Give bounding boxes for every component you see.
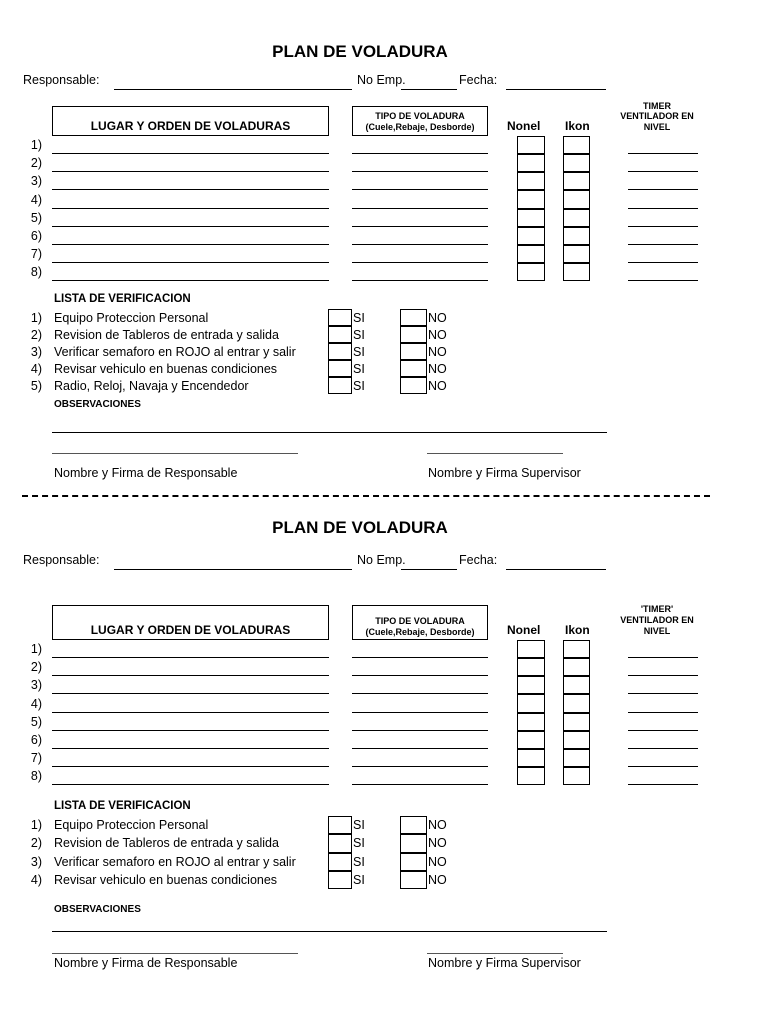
no-label: NO: [428, 818, 447, 832]
tipo-field[interactable]: [352, 657, 488, 658]
lugar-field[interactable]: [52, 189, 329, 190]
ikon-header: Ikon: [565, 623, 590, 637]
no-checkbox[interactable]: [400, 871, 427, 889]
checklist-item-text: Radio, Reloj, Navaja y Encendedor: [54, 379, 249, 393]
no-checkbox[interactable]: [400, 309, 427, 326]
checklist-title: LISTA DE VERIFICACION: [54, 293, 191, 305]
checklist-title: LISTA DE VERIFICACION: [54, 800, 191, 812]
no-checkbox[interactable]: [400, 853, 427, 871]
timer-field[interactable]: [628, 280, 698, 281]
timer-field[interactable]: [628, 693, 698, 694]
timer-header-line1: TIMER: [643, 101, 671, 111]
si-checkbox[interactable]: [328, 309, 352, 326]
fecha-label: Fecha:: [459, 553, 498, 567]
lugar-field[interactable]: [52, 675, 329, 676]
no-checkbox[interactable]: [400, 834, 427, 852]
ikon-checkbox[interactable]: [563, 245, 590, 263]
ikon-checkbox[interactable]: [563, 731, 590, 749]
lugar-field[interactable]: [52, 226, 329, 227]
checklist-number: 3): [30, 345, 42, 359]
si-checkbox[interactable]: [328, 343, 352, 360]
timer-field[interactable]: [628, 208, 698, 209]
tipo-field[interactable]: [352, 262, 488, 263]
no-checkbox[interactable]: [400, 377, 427, 394]
lugar-field[interactable]: [52, 280, 329, 281]
observaciones-label: OBSERVACIONES: [54, 904, 141, 915]
nonel-checkbox[interactable]: [517, 640, 545, 658]
no-label: NO: [428, 362, 447, 376]
timer-field[interactable]: [628, 226, 698, 227]
row-number: 6): [30, 733, 42, 747]
form-title: PLAN DE VOLADURA: [272, 42, 448, 61]
si-label: SI: [353, 362, 365, 376]
no-label: NO: [428, 328, 447, 342]
timer-header-line2: VENTILADOR EN: [620, 615, 694, 625]
checklist-number: 4): [30, 362, 42, 376]
responsable-field[interactable]: [114, 569, 352, 570]
no-label: NO: [428, 836, 447, 851]
row-number: 8): [30, 769, 42, 784]
ikon-checkbox[interactable]: [563, 767, 590, 785]
nonel-checkbox[interactable]: [517, 190, 545, 208]
blasting-plan-form-bottom: [0, 476, 768, 970]
lugar-field[interactable]: [52, 766, 329, 767]
timer-header-line3: NIVEL: [643, 626, 671, 636]
nonel-header: Nonel: [507, 623, 541, 637]
checklist-number: 1): [30, 818, 42, 832]
no-checkbox[interactable]: [400, 326, 427, 343]
row-number: 7): [30, 751, 42, 766]
ikon-header: Ikon: [565, 119, 590, 133]
lugar-field[interactable]: [52, 208, 329, 209]
si-label: SI: [353, 328, 365, 342]
responsable-label: Responsable:: [23, 73, 100, 87]
checklist-item-text: Verificar semaforo en ROJO al entrar y salir: [54, 854, 296, 869]
tipo-field[interactable]: [352, 712, 488, 713]
no-checkbox[interactable]: [400, 343, 427, 360]
si-checkbox[interactable]: [328, 360, 352, 377]
tipo-field[interactable]: [352, 280, 488, 281]
nonel-header: Nonel: [507, 119, 541, 133]
no-emp-label: No Emp.: [357, 73, 406, 87]
tipo-header-box: [352, 106, 488, 136]
row-number: 5): [30, 714, 42, 729]
tipo-field[interactable]: [352, 189, 488, 190]
checklist-item-text: Equipo Proteccion Personal: [54, 311, 209, 325]
no-emp-field[interactable]: [401, 569, 457, 570]
checklist-number: 2): [30, 836, 42, 851]
row-number: 8): [30, 265, 42, 280]
nonel-checkbox[interactable]: [517, 767, 545, 785]
timer-field[interactable]: [628, 189, 698, 190]
fecha-field[interactable]: [506, 89, 606, 90]
timer-field[interactable]: [628, 712, 698, 713]
tipo-field[interactable]: [352, 784, 488, 785]
observaciones-field[interactable]: [52, 931, 607, 932]
tipo-field[interactable]: [352, 748, 488, 749]
tipo-field[interactable]: [352, 171, 488, 172]
lugar-header-box: [52, 106, 329, 136]
row-number: 4): [30, 192, 42, 207]
row-number: 2): [30, 660, 42, 675]
tipo-header-line2: (Cuele,Rebaje, Desborde): [365, 627, 475, 637]
tipo-header-box: [352, 605, 488, 640]
row-number: 3): [30, 678, 42, 693]
tipo-header-line1: TIPO DE VOLADURA: [375, 111, 465, 121]
lugar-field[interactable]: [52, 153, 329, 154]
ikon-checkbox[interactable]: [563, 658, 590, 676]
row-number: 1): [30, 642, 42, 656]
lugar-field[interactable]: [52, 730, 329, 731]
lugar-header: LUGAR Y ORDEN DE VOLADURAS: [90, 119, 291, 133]
timer-field[interactable]: [628, 171, 698, 172]
checklist-item-text: Revisar vehiculo en buenas condiciones: [54, 872, 278, 887]
firma-supervisor-line[interactable]: [427, 453, 563, 454]
tipo-field[interactable]: [352, 226, 488, 227]
row-number: 3): [30, 174, 42, 189]
timer-header-line1: 'TIMER': [640, 604, 674, 614]
checklist-number: 2): [30, 328, 42, 342]
timer-field[interactable]: [628, 784, 698, 785]
checklist-number: 5): [30, 379, 42, 393]
ikon-checkbox[interactable]: [563, 640, 590, 658]
lugar-header-box: [52, 605, 329, 640]
lugar-field[interactable]: [52, 657, 329, 658]
ikon-checkbox[interactable]: [563, 190, 590, 208]
checklist-item-text: Revision de Tableros de entrada y salida: [54, 328, 279, 342]
nonel-checkbox[interactable]: [517, 154, 545, 172]
ikon-checkbox[interactable]: [563, 676, 590, 694]
nonel-checkbox[interactable]: [517, 658, 545, 676]
nonel-checkbox[interactable]: [517, 227, 545, 245]
ikon-checkbox[interactable]: [563, 172, 590, 190]
lugar-field[interactable]: [52, 693, 329, 694]
checklist-number: 4): [30, 872, 42, 887]
tipo-field[interactable]: [352, 675, 488, 676]
tipo-header-line1: TIPO DE VOLADURA: [375, 616, 465, 626]
ikon-checkbox[interactable]: [563, 749, 590, 767]
timer-field[interactable]: [628, 730, 698, 731]
nonel-checkbox[interactable]: [517, 245, 545, 263]
si-checkbox[interactable]: [328, 816, 352, 834]
no-emp-field[interactable]: [401, 89, 457, 90]
tipo-field[interactable]: [352, 766, 488, 767]
tipo-header-line2: (Cuele,Rebaje, Desborde): [365, 122, 475, 132]
checklist-number: 1): [30, 311, 42, 325]
nonel-checkbox[interactable]: [517, 749, 545, 767]
ikon-checkbox[interactable]: [563, 263, 590, 281]
tipo-field[interactable]: [352, 730, 488, 731]
si-label: SI: [353, 854, 365, 869]
timer-field[interactable]: [628, 766, 698, 767]
tipo-field[interactable]: [352, 244, 488, 245]
nonel-checkbox[interactable]: [517, 209, 545, 227]
checklist-item-text: Revisar vehiculo en buenas condiciones: [54, 362, 278, 376]
row-number: 7): [30, 247, 42, 262]
ikon-checkbox[interactable]: [563, 227, 590, 245]
lugar-field[interactable]: [52, 262, 329, 263]
row-number: 4): [30, 696, 42, 711]
no-label: NO: [428, 311, 447, 325]
lugar-field[interactable]: [52, 244, 329, 245]
tipo-field[interactable]: [352, 153, 488, 154]
observaciones-label: OBSERVACIONES: [54, 399, 141, 410]
nonel-checkbox[interactable]: [517, 694, 545, 712]
si-checkbox[interactable]: [328, 377, 352, 394]
si-checkbox[interactable]: [328, 871, 352, 889]
no-checkbox[interactable]: [400, 360, 427, 377]
ikon-checkbox[interactable]: [563, 136, 590, 154]
timer-field[interactable]: [628, 244, 698, 245]
no-checkbox[interactable]: [400, 816, 427, 834]
nonel-checkbox[interactable]: [517, 731, 545, 749]
no-label: NO: [428, 345, 447, 359]
timer-header-line2: VENTILADOR EN: [620, 111, 694, 121]
checklist-number: 3): [30, 854, 42, 869]
no-label: NO: [428, 854, 447, 869]
timer-field[interactable]: [628, 657, 698, 658]
ikon-checkbox[interactable]: [563, 154, 590, 172]
row-number: 5): [30, 210, 42, 225]
ikon-checkbox[interactable]: [563, 713, 590, 731]
timer-header-line3: NIVEL: [643, 122, 671, 132]
timer-field[interactable]: [628, 262, 698, 263]
nonel-checkbox[interactable]: [517, 676, 545, 694]
lugar-field[interactable]: [52, 748, 329, 749]
lugar-header: LUGAR Y ORDEN DE VOLADURAS: [90, 623, 291, 637]
tipo-field[interactable]: [352, 693, 488, 694]
ikon-checkbox[interactable]: [563, 209, 590, 227]
no-emp-label: No Emp.: [357, 553, 406, 567]
no-label: NO: [428, 872, 447, 887]
lugar-field[interactable]: [52, 171, 329, 172]
fecha-field[interactable]: [506, 569, 606, 570]
row-number: 2): [30, 156, 42, 171]
responsable-field[interactable]: [114, 89, 352, 90]
nonel-checkbox[interactable]: [517, 136, 545, 154]
lugar-field[interactable]: [52, 784, 329, 785]
firma-supervisor-label: Nombre y Firma Supervisor: [428, 956, 581, 970]
si-label: SI: [353, 379, 365, 393]
checklist-item-text: Equipo Proteccion Personal: [54, 818, 209, 832]
row-number: 6): [30, 229, 42, 243]
checklist-item-text: Verificar semaforo en ROJO al entrar y salir: [54, 345, 296, 359]
form-title: PLAN DE VOLADURA: [272, 518, 448, 537]
si-label: SI: [353, 872, 365, 887]
responsable-label: Responsable:: [23, 553, 100, 567]
si-checkbox[interactable]: [328, 834, 352, 852]
timer-field[interactable]: [628, 675, 698, 676]
firma-responsable-line[interactable]: [52, 453, 298, 454]
timer-field[interactable]: [628, 153, 698, 154]
nonel-checkbox[interactable]: [517, 172, 545, 190]
si-label: SI: [353, 345, 365, 359]
si-label: SI: [353, 836, 365, 851]
si-label: SI: [353, 311, 365, 325]
lugar-field[interactable]: [52, 712, 329, 713]
si-checkbox[interactable]: [328, 326, 352, 343]
nonel-checkbox[interactable]: [517, 713, 545, 731]
fecha-label: Fecha:: [459, 73, 498, 87]
checklist-item-text: Revision de Tableros de entrada y salida: [54, 836, 279, 851]
tipo-field[interactable]: [352, 208, 488, 209]
no-label: NO: [428, 379, 447, 393]
firma-responsable-line[interactable]: [52, 953, 298, 954]
si-checkbox[interactable]: [328, 853, 352, 871]
timer-field[interactable]: [628, 748, 698, 749]
si-label: SI: [353, 818, 365, 832]
row-number: 1): [30, 138, 42, 152]
blasting-plan-form-top: [0, 0, 768, 490]
nonel-checkbox[interactable]: [517, 263, 545, 281]
firma-responsable-label: Nombre y Firma de Responsable: [54, 466, 238, 480]
ikon-checkbox[interactable]: [563, 694, 590, 712]
observaciones-field[interactable]: [52, 432, 607, 433]
firma-supervisor-label: Nombre y Firma Supervisor: [428, 466, 581, 480]
firma-supervisor-line[interactable]: [427, 953, 563, 954]
firma-responsable-label: Nombre y Firma de Responsable: [54, 956, 238, 970]
